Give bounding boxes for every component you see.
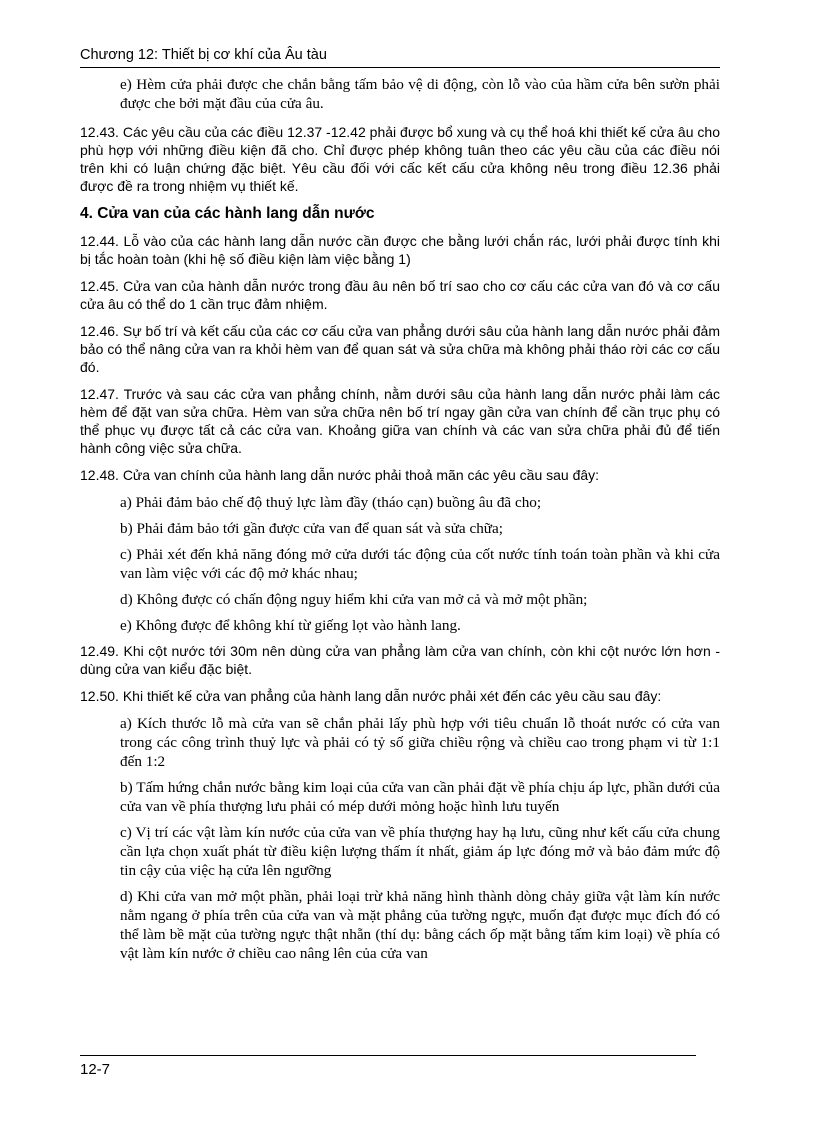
clause-12-46: 12.46. Sự bố trí và kết cấu của các cơ cấu cửa van phẳng dưới sâu của hành lang dẫn nước phải đảm bảo có thể nâng cửa van ra khỏi hèm van để quan sát và sửa chữa mà không phải tháo rời các cơ cấu đó. [80, 323, 720, 375]
clause-12-44: 12.44. Lỗ vào của các hành lang dẫn nước cần được che bằng lưới chắn rác, lưới phải được tính khi bị tắc hoàn toàn (khi hệ số điều kiện làm việc bằng 1) [80, 233, 720, 267]
clause-12-49: 12.49. Khi cột nước tới 30m nên dùng cửa van phẳng làm cửa van chính, còn khi cột nước lớn hơn - dùng cửa van kiểu đặc biệt. [80, 643, 720, 677]
list-item: b) Phải đảm bảo tới gần được cửa van để quan sát và sửa chữa; [120, 520, 503, 537]
section-heading: 4. Cửa van của các hành lang dẫn nước [80, 205, 375, 222]
list-item: a) Kích thước lỗ mà cửa van sẽ chắn phải lấy phù hợp với tiêu chuẩn lỗ thoát nước có cửa van trong các công trình thuỷ lực và phải có tỷ số giữa chiều rộng và chiều cao trong phạm vi từ 1:1 đến 1:2 [120, 715, 720, 770]
list-item: e) Hèm cửa phải được che chắn bằng tấm bảo vệ di động, còn lỗ vào của hầm cửa bên sườn phải được che bởi mặt đầu của cửa âu. [120, 76, 720, 112]
clause-12-48: 12.48. Cửa van chính của hành lang dẫn nước phải thoả mãn các yêu cầu sau đây: [80, 467, 600, 483]
clause-12-47: 12.47. Trước và sau các cửa van phẳng chính, nằm dưới sâu của hành lang dẫn nước phải làm các hèm để đặt van sửa chữa. Hèm van sửa chữa nên bố trí ngay gần cửa van chính để cần trục phụ có thể phục vụ được tất cả các cửa van. Khoảng giữa van chính và các van sửa chữa phải đủ để tiến hành công việc sửa chữa. [80, 386, 720, 456]
list-item: c) Phải xét đến khả năng đóng mở cửa dưới tác động của cốt nước tính toán toàn phần và khi cửa van làm việc với các độ mở khác nhau; [120, 546, 720, 582]
page-number: 12-7 [80, 1061, 111, 1078]
clause-12-50: 12.50. Khi thiết kế cửa van phẳng của hành lang dẫn nước phải xét đến các yêu cầu sau đây: [80, 688, 662, 704]
list-item: b) Tấm hứng chắn nước bằng kim loại của cửa van cần phải đặt về phía chịu áp lực, phần dưới của cửa van về phía thượng lưu phải có mép dưới mỏng hoặc hình lưu tuyến [120, 779, 720, 815]
page-content [80, 75, 720, 970]
list-item: e) Không được để không khí từ giếng lọt vào hành lang. [120, 617, 461, 634]
list-item: d) Không được có chấn động nguy hiểm khi cửa van mở cả và mở một phần; [120, 591, 588, 608]
clause-12-45: 12.45. Cửa van của hành dẫn nước trong đầu âu nên bố trí sao cho cơ cấu các cửa van đó và cơ cấu cửa âu có thể do 1 cần trục đảm nhiệm. [80, 278, 720, 312]
clause-12-43: 12.43. Các yêu cầu của các điều 12.37 -12.42 phải được bổ xung và cụ thể hoá khi thiết kế cửa âu cho phù hợp với những điều kiện đã cho. Chỉ được phép không tuân theo các yêu cầu của các điều nói trên khi có luận chứng đặc biệt. Yêu cầu đối với cấc kết cấu cửa không nêu trong điều 12.36 phải được đề ra trong nhiệm vụ thiết kế. [80, 124, 720, 194]
list-item: c) Vị trí các vật làm kín nước của cửa van về phía thượng hay hạ lưu, cũng như kết cấu cửa chung cần lựa chọn xuất phát từ điều kiện lượng thấm ít nhất, giảm áp lực đóng mở và bảo đảm mức độ tin cậy của việc hạ cửa lên ngưỡng [120, 824, 720, 879]
footer-divider [80, 1055, 696, 1056]
list-item: d) Khi cửa van mở một phần, phải loại trừ khả năng hình thành dòng chảy giữa vật làm kín nước nằm ngang ở phía trên của cửa van và mặt phẳng của tường ngực, muốn đạt được mục đích đó có thể làm bề mặt của tường ngực thật nhẵn (thí dụ: bằng cách ốp mặt bằng tấm kim loại) về phía có vật làm kín nước ở chiều cao nâng lên của cửa van [120, 888, 720, 962]
list-item: a) Phải đảm bảo chế độ thuỷ lực làm đầy (tháo cạn) buồng âu đã cho; [120, 494, 542, 511]
chapter-header: Chương 12: Thiết bị cơ khí của Âu tàu [80, 45, 720, 68]
